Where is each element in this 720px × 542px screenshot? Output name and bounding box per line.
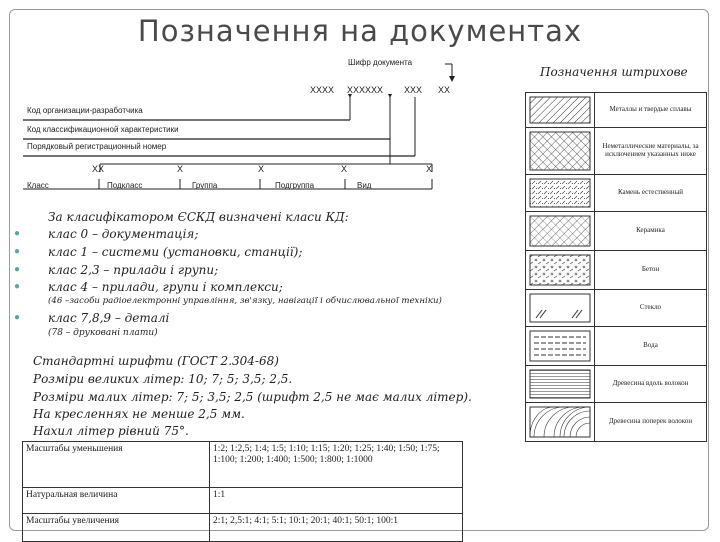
code-part-4: XX (438, 85, 451, 95)
bullet-icon: ● (14, 312, 21, 323)
bullet-icon: ● (14, 228, 21, 239)
scales-table (22, 441, 463, 542)
table-row (526, 128, 707, 175)
code-part-1: XXXX (310, 85, 335, 95)
scale-value: 2:1; 2,5:1; 4:1; 5:1; 10:1; 20:1; 40:1; 50:1; 100:1 (210, 514, 463, 542)
eskd-item-2: клас 2,3 – прилади і групи; (48, 263, 219, 277)
fonts-line-1: Розміри великих літер: 10; 7; 5; 3,5; 2,5. (33, 372, 293, 386)
table-row (23, 488, 463, 514)
hatch-swatch-concrete (526, 251, 595, 290)
sub-code-group: X (258, 164, 265, 174)
table-row (23, 514, 463, 542)
sub-code-subgroup: X (341, 164, 348, 174)
line-class-code: Код классификационной характеристики (27, 125, 179, 134)
table-row (526, 175, 707, 212)
hatch-label: Бетон (595, 251, 707, 290)
table-row (526, 290, 707, 327)
hatch-swatch-ceramic (526, 212, 595, 251)
sub-label-group: Группа (192, 181, 218, 190)
sub-code-class: XX (92, 164, 105, 174)
eskd-item-1: клас 1 – системи (установки, станції); (48, 245, 303, 259)
scale-name: Масштабы уменьшения (23, 442, 210, 488)
hatch-label: Камень естественный (595, 175, 707, 212)
eskd-note-78: (78 – друковані плати) (48, 328, 158, 338)
eskd-item-0: клас 0 – документація; (48, 227, 199, 241)
hatch-swatch-stone (526, 175, 595, 212)
code-part-2: XXXXXX (347, 85, 384, 95)
scale-value: 1:1 (210, 488, 463, 514)
bullet-icon: ● (14, 281, 21, 292)
shifr-label: Шифр документа (348, 58, 413, 67)
sub-code-kind: X (426, 164, 433, 174)
hatch-table (525, 92, 707, 442)
eskd-item-3: клас 4 – прилади, групи і комплекси; (48, 280, 283, 294)
scale-name: Масштабы увеличения (23, 514, 210, 542)
eskd-item-4: клас 7,8,9 – деталі (48, 311, 170, 325)
scale-name: Натуральная величина (23, 488, 210, 514)
code-part-3: XXX (404, 85, 423, 95)
bullet-icon: ● (14, 264, 21, 275)
line-reg-number: Порядковый регистрационный номер (27, 142, 167, 151)
table-row (526, 327, 707, 366)
page-title: Позначення на документах (137, 14, 583, 48)
sub-label-subclass: Подкласс (107, 181, 143, 190)
hatch-label: Древесина поперек волокон (595, 403, 707, 442)
hatch-swatch-wood-long (526, 366, 595, 403)
hatch-label: Стекло (595, 290, 707, 327)
sub-label-subgroup: Подгруппа (275, 181, 315, 190)
hatch-label: Керамика (595, 212, 707, 251)
hatch-swatch-nonmetal (526, 128, 595, 175)
hatch-label: Неметаллические материалы, за исключением указанных ниже (595, 128, 707, 175)
bullet-icon: ● (14, 246, 21, 257)
fonts-line-2: Розміри малих літер: 7; 5; 3,5; 2,5 (шрифт 2,5 не має малих літер). (33, 390, 472, 404)
sub-code-subclass: X (177, 164, 184, 174)
arrow-head-icon (449, 76, 455, 82)
hatch-label: Металлы и твердые сплавы (595, 93, 707, 128)
line-org-code: Код организации-разработчика (27, 106, 143, 115)
scale-value: 1:2; 1:2,5; 1:4; 1:5; 1:10; 1:15; 1:20; 1:25; 1:40; 1:50; 1:75; 1:100; 1:200; 1:400; 1:500; 1:800; 1:1000 (210, 442, 463, 488)
sub-label-class: Класс (27, 181, 49, 190)
sub-label-kind: Вид (357, 181, 372, 190)
fonts-line-3: На кресленнях не менше 2,5 мм. (33, 407, 245, 421)
eskd-note-46: (46 –засоби радіоелектронні управління, зв'язку, навігації і обчислювальної техніки) (48, 296, 442, 306)
table-row (526, 403, 707, 442)
table-row (23, 442, 463, 488)
table-row (526, 93, 707, 128)
fonts-line-4: Нахил літер рівний 75°. (33, 424, 189, 438)
hatch-swatch-wood-cross (526, 403, 595, 442)
table-row (526, 251, 707, 290)
hatch-heading: Позначення штрихове (540, 65, 688, 79)
hatch-swatch-metal (526, 93, 595, 128)
hatch-label: Древесина вдоль волокон (595, 366, 707, 403)
fonts-line-0: Стандартні шрифти (ГОСТ 2.304-68) (33, 354, 279, 368)
table-row (526, 366, 707, 403)
eskd-intro: За класифікатором ЄСКД визначені класи КД: (48, 210, 349, 224)
table-row (526, 212, 707, 251)
hatch-label: Вода (595, 327, 707, 366)
hatch-swatch-glass (526, 290, 595, 327)
hatch-swatch-water (526, 327, 595, 366)
